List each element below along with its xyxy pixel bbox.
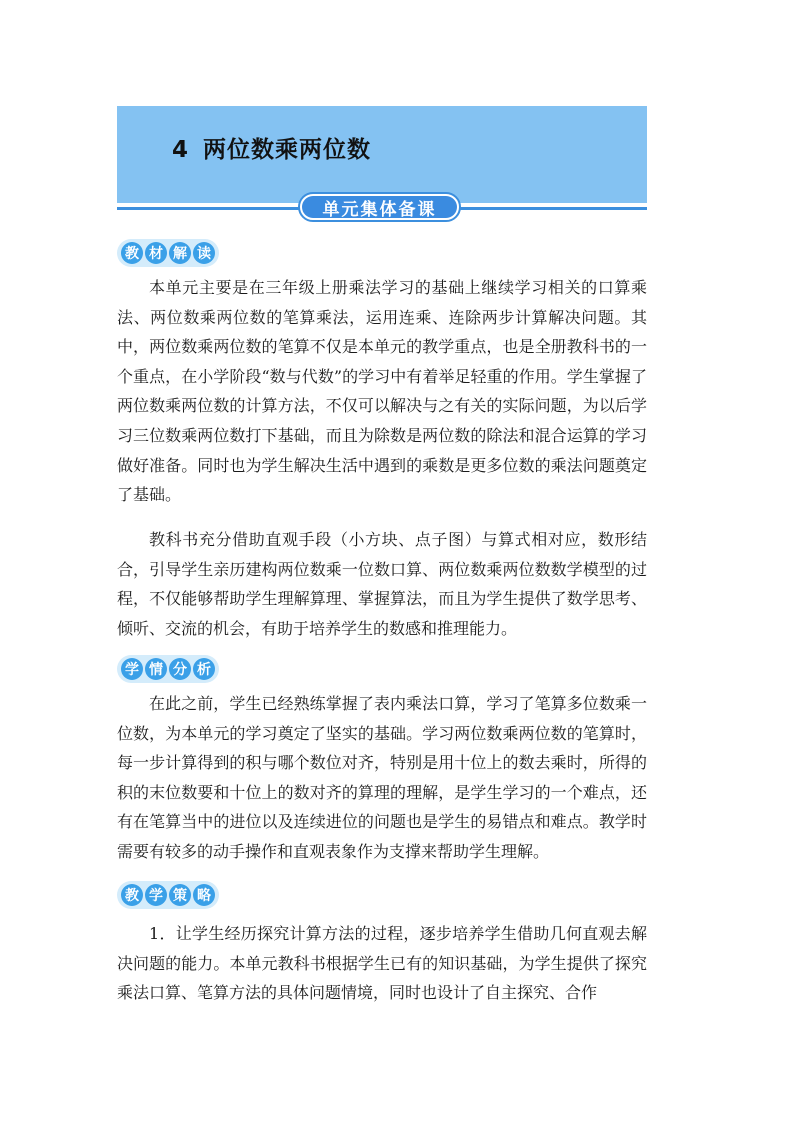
tag-char: 情 (145, 658, 167, 680)
tag-char: 材 (145, 242, 167, 264)
tag-char: 学 (121, 658, 143, 680)
unit-badge-label: 单元集体备课 (302, 196, 457, 218)
tag-char: 分 (169, 658, 191, 680)
tag-char: 教 (121, 242, 143, 264)
tag-char: 略 (193, 884, 215, 906)
chapter-title-text: 两位数乘两位数 (203, 137, 372, 163)
chapter-number: 4 (172, 137, 190, 163)
section-tag-textbook-analysis (117, 239, 219, 267)
paragraph: 1．让学生经历探究计算方法的过程，逐步培养学生借助几何直观去解决问题的能力。本单元教科书根据学生已有的知识基础，为学生提供了探究乘法口算、笔算方法的具体问题情境，同时也设计了自主探究、合作 (117, 924, 647, 1003)
tag-char: 教 (121, 884, 143, 906)
section-tag-learner-analysis (117, 655, 219, 683)
unit-badge (298, 192, 461, 222)
paragraph: 教科书充分借助直观手段（小方块、点子图）与算式相对应，数形结合，引导学生亲历建构两位数乘一位数口算、两位数乘两位数数学模型的过程，不仅能够帮助学生理解算理、掌握算法，而且为学生提供了数学思考、倾听、交流的机会，有助于培养学生的数感和推理能力。 (117, 530, 647, 638)
tag-char: 解 (169, 242, 191, 264)
chapter-title (172, 131, 371, 164)
paragraph: 在此之前，学生已经熟练掌握了表内乘法口算，学习了笔算多位数乘一位数，为本单元的学习奠定了坚实的基础。学习两位数乘两位数的笔算时，每一步计算得到的积与哪个数位对齐，特别是用十位上的数去乘时，所得的积的末位数要和十位上的数对齐的算理的理解，是学生学习的一个难点，还有在笔算当中的进位以及连续进位的问题也是学生的易错点和难点。教学时需要有较多的动手操作和直观表象作为支撑来帮助学生理解。 (117, 694, 647, 861)
tag-char: 析 (193, 658, 215, 680)
paragraph: 本单元主要是在三年级上册乘法学习的基础上继续学习相关的口算乘法、两位数乘两位数的笔算乘法，运用连乘、连除两步计算解决问题。其中，两位数乘两位数的笔算不仅是本单元的教学重点，也是全册教科书的一个重点，在小学阶段“数与代数”的学习中有着举足轻重的作用。学生掌握了两位数乘两位数的计算方法，不仅可以解决与之有关的实际问题，为以后学习三位数乘两位数打下基础，而且为除数是两位数的除法和混合运算的学习做好准备。同时也为学生解决生活中遇到的乘数是更多位数的乘法问题奠定了基础。 (117, 278, 647, 505)
tag-char: 读 (193, 242, 215, 264)
tag-char: 策 (169, 884, 191, 906)
tag-char: 学 (145, 884, 167, 906)
section-tag-teaching-strategy (117, 881, 219, 909)
